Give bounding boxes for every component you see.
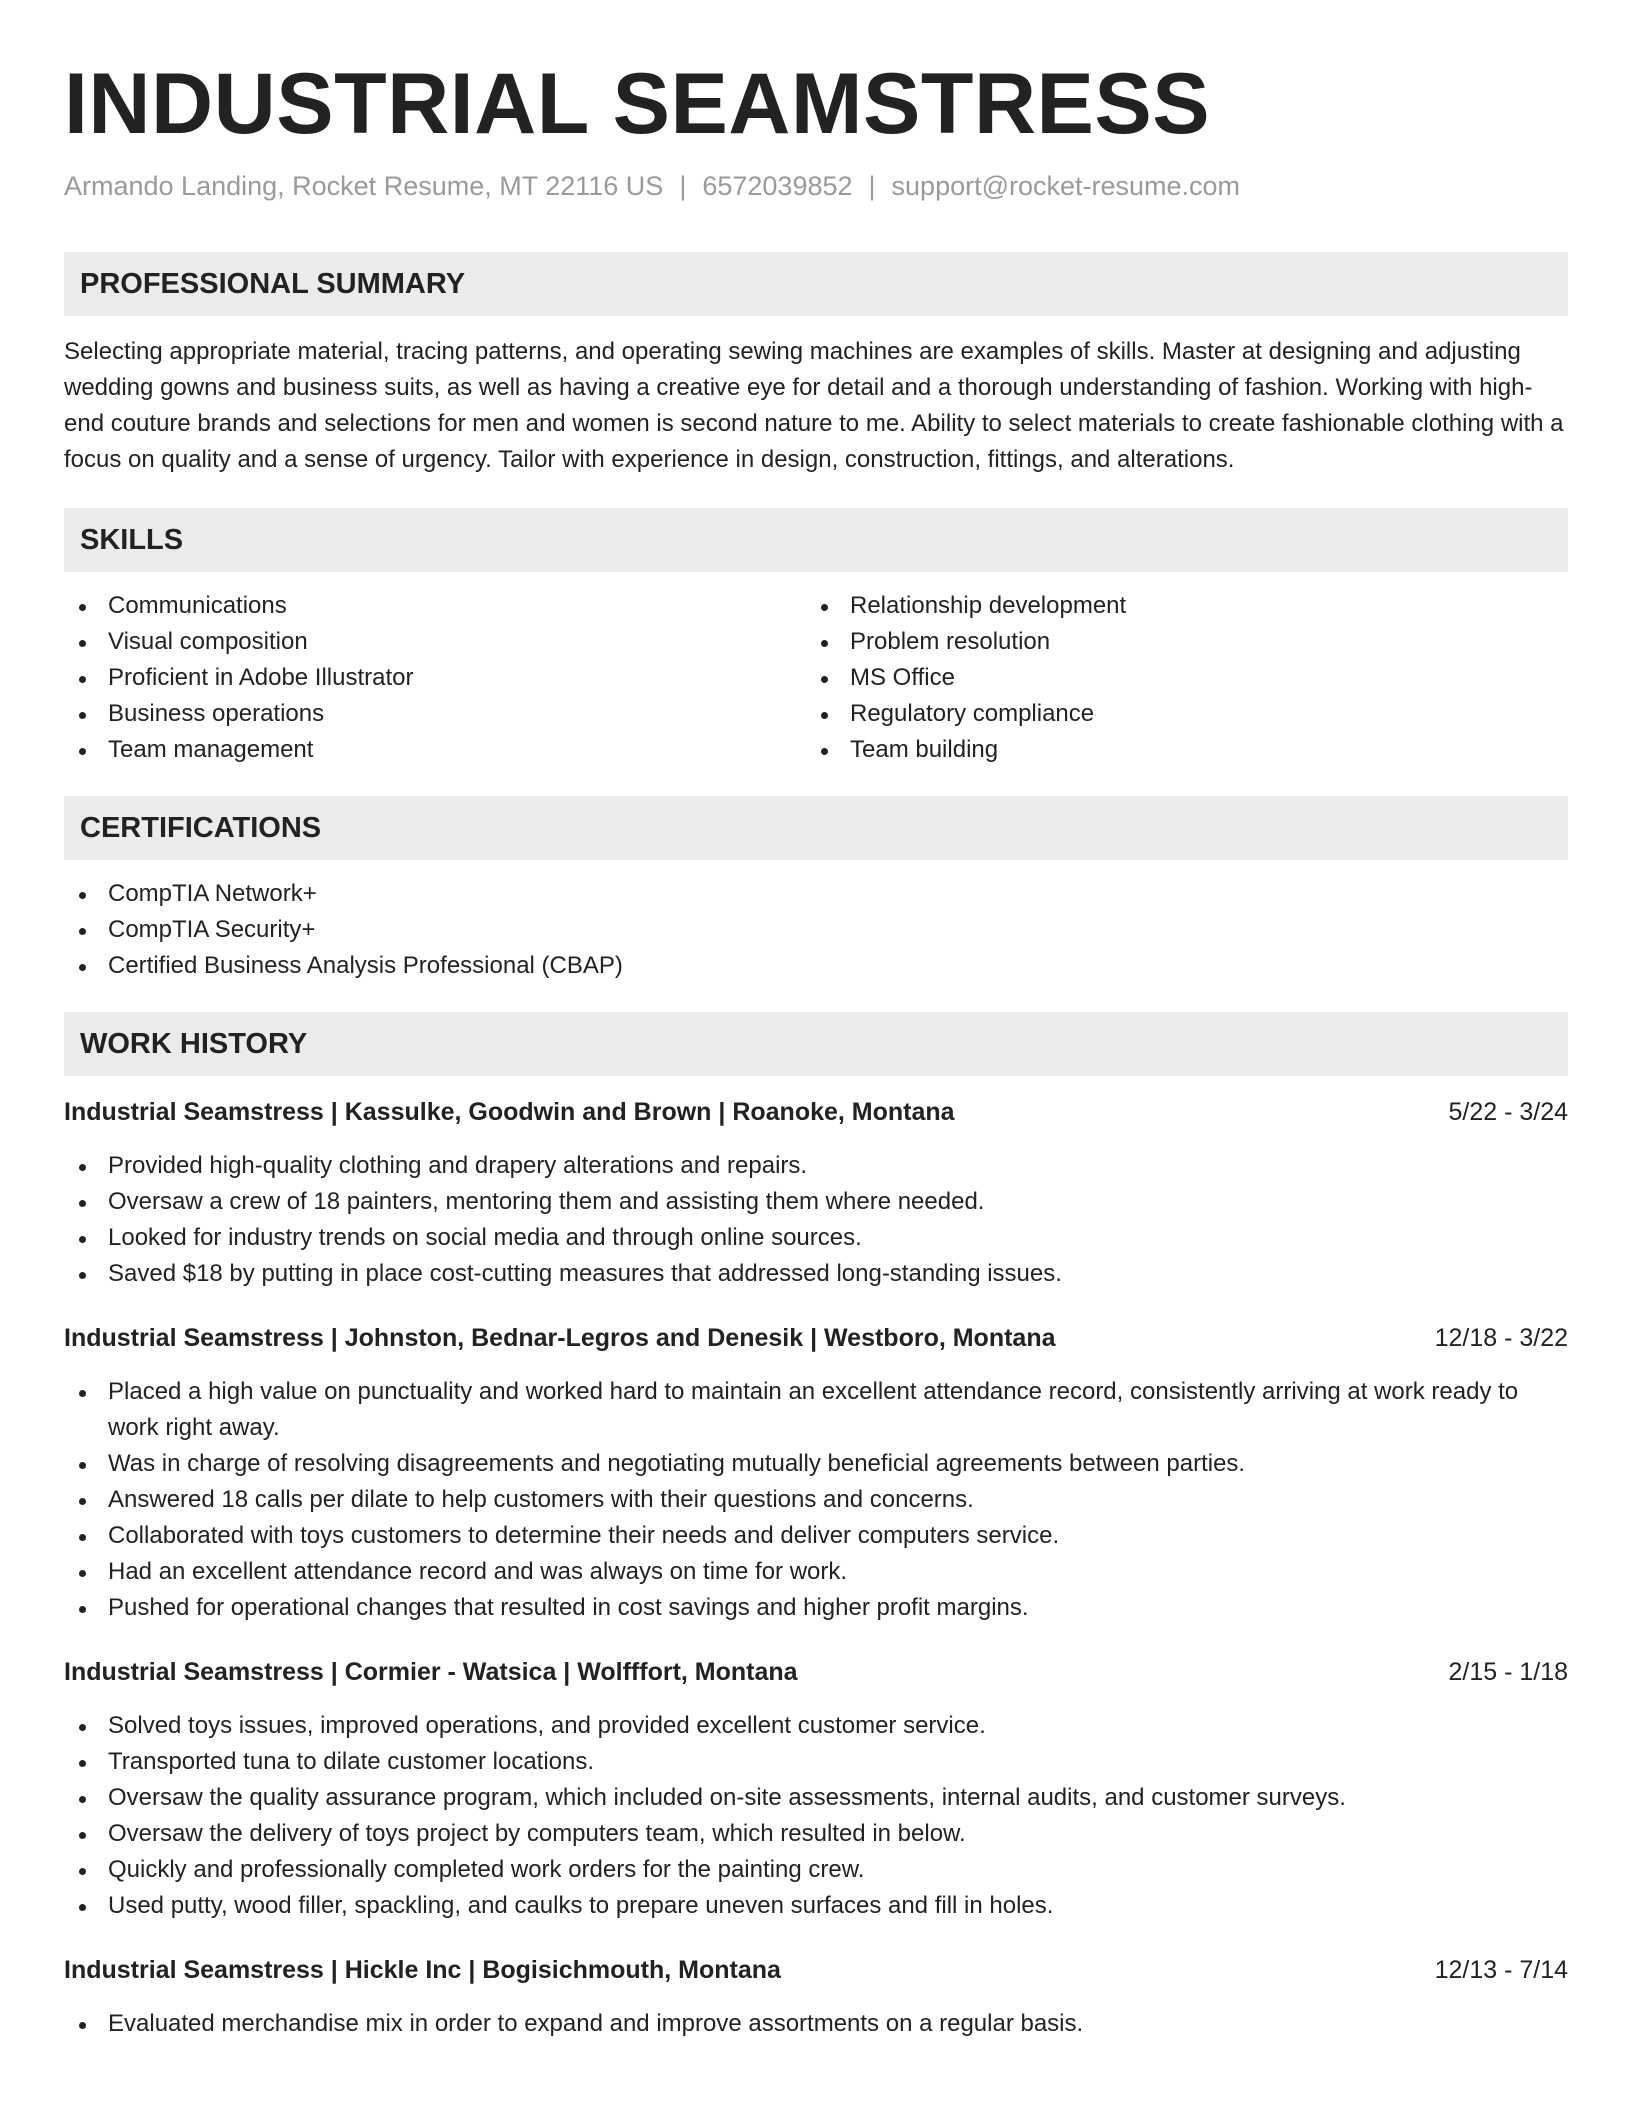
certification-item: CompTIA Network+ xyxy=(64,876,1568,912)
resume-title: INDUSTRIAL SEAMSTRESS xyxy=(64,56,1211,152)
certification-item: CompTIA Security+ xyxy=(64,912,1568,948)
job-bullets xyxy=(64,1708,1568,1924)
job-title: Industrial Seamstress | Cormier - Watsica | Wolfffort, Montana xyxy=(64,1658,798,1686)
skill-item: Proficient in Adobe Illustrator xyxy=(64,660,806,696)
job-dates: 12/13 - 7/14 xyxy=(1434,1956,1568,1984)
job-bullet: Placed a high value on punctuality and worked hard to maintain an excellent attendance record, consistently arriving at work ready to work right away. xyxy=(64,1374,1568,1446)
job-bullet: Quickly and professionally completed work orders for the painting crew. xyxy=(64,1852,1568,1888)
job-dates: 5/22 - 3/24 xyxy=(1448,1098,1568,1126)
job-header xyxy=(64,1654,1568,1690)
job-header xyxy=(64,1320,1568,1356)
skill-item: Problem resolution xyxy=(806,624,1548,660)
skill-item: Regulatory compliance xyxy=(806,696,1548,732)
skill-item: Visual composition xyxy=(64,624,806,660)
job-bullets xyxy=(64,2006,1568,2042)
certifications-list xyxy=(64,876,1568,984)
job-dates: 12/18 - 3/22 xyxy=(1434,1324,1568,1352)
job-entry xyxy=(64,1952,1568,2042)
job-title: Industrial Seamstress | Johnston, Bednar-Legros and Denesik | Westboro, Montana xyxy=(64,1324,1056,1352)
skill-item: Communications xyxy=(64,588,806,624)
skill-item: MS Office xyxy=(806,660,1548,696)
contact-line xyxy=(64,170,1568,202)
job-bullet: Oversaw the quality assurance program, which included on-site assessments, internal audits, and customer surveys. xyxy=(64,1780,1568,1816)
certification-item: Certified Business Analysis Professional (CBAP) xyxy=(64,948,1568,984)
contact-email: support@rocket-resume.com xyxy=(891,171,1241,201)
skills-grid xyxy=(64,588,1568,768)
job-bullet: Looked for industry trends on social media and through online sources. xyxy=(64,1220,1568,1256)
skill-item: Team building xyxy=(806,732,1548,768)
section-heading-skills: SKILLS xyxy=(64,508,1568,572)
job-header xyxy=(64,1952,1568,1988)
job-bullet: Oversaw the delivery of toys project by computers team, which resulted in below. xyxy=(64,1816,1568,1852)
skills-list-right xyxy=(806,588,1548,768)
skill-item: Team management xyxy=(64,732,806,768)
skills-list-left xyxy=(64,588,806,768)
job-bullet: Collaborated with toys customers to determine their needs and deliver computers service. xyxy=(64,1518,1568,1554)
job-bullets xyxy=(64,1374,1568,1626)
job-bullet: Transported tuna to dilate customer locations. xyxy=(64,1744,1568,1780)
job-entry xyxy=(64,1320,1568,1626)
job-title: Industrial Seamstress | Hickle Inc | Bogisichmouth, Montana xyxy=(64,1956,781,1984)
resume-page xyxy=(64,0,1568,2042)
job-bullet: Provided high-quality clothing and drapery alterations and repairs. xyxy=(64,1148,1568,1184)
job-bullet: Solved toys issues, improved operations, and provided excellent customer service. xyxy=(64,1708,1568,1744)
contact-address: Armando Landing, Rocket Resume, MT 22116 US xyxy=(64,171,664,201)
contact-phone: 6572039852 xyxy=(702,171,853,201)
job-bullet: Saved $18 by putting in place cost-cutting measures that addressed long-standing issues. xyxy=(64,1256,1568,1292)
job-entry xyxy=(64,1654,1568,1924)
summary-text: Selecting appropriate material, tracing patterns, and operating sewing machines are examples of skills. Master at designing and adjusting wedding gowns and business suits, as well as having a creative eye for detail and a thorough understanding of fashion. Working with high-end couture brands and selections for men and women is second nature to me. Ability to select materials to create fashionable clothing with a focus on quality and a sense of urgency. Tailor with experience in design, construction, fittings, and alterations. xyxy=(64,338,1564,473)
job-title: Industrial Seamstress | Kassulke, Goodwin and Brown | Roanoke, Montana xyxy=(64,1098,955,1126)
job-bullet: Answered 18 calls per dilate to help customers with their questions and concerns. xyxy=(64,1482,1568,1518)
section-heading-summary: PROFESSIONAL SUMMARY xyxy=(64,252,1568,316)
contact-separator: | xyxy=(679,171,687,201)
job-bullets xyxy=(64,1148,1568,1292)
job-bullet: Pushed for operational changes that resulted in cost savings and higher profit margins. xyxy=(64,1590,1568,1626)
job-header xyxy=(64,1094,1568,1130)
skill-item: Business operations xyxy=(64,696,806,732)
section-heading-certifications: CERTIFICATIONS xyxy=(64,796,1568,860)
contact-separator: | xyxy=(868,171,876,201)
job-bullet: Had an excellent attendance record and was always on time for work. xyxy=(64,1554,1568,1590)
job-dates: 2/15 - 1/18 xyxy=(1448,1658,1568,1686)
job-entry xyxy=(64,1094,1568,1292)
job-bullet: Evaluated merchandise mix in order to expand and improve assortments on a regular basis. xyxy=(64,2006,1568,2042)
section-heading-work-history: WORK HISTORY xyxy=(64,1012,1568,1076)
job-bullet: Used putty, wood filler, spackling, and caulks to prepare uneven surfaces and fill in holes. xyxy=(64,1888,1568,1924)
job-bullet: Was in charge of resolving disagreements and negotiating mutually beneficial agreements between parties. xyxy=(64,1446,1568,1482)
skill-item: Relationship development xyxy=(806,588,1548,624)
job-bullet: Oversaw a crew of 18 painters, mentoring them and assisting them where needed. xyxy=(64,1184,1568,1220)
